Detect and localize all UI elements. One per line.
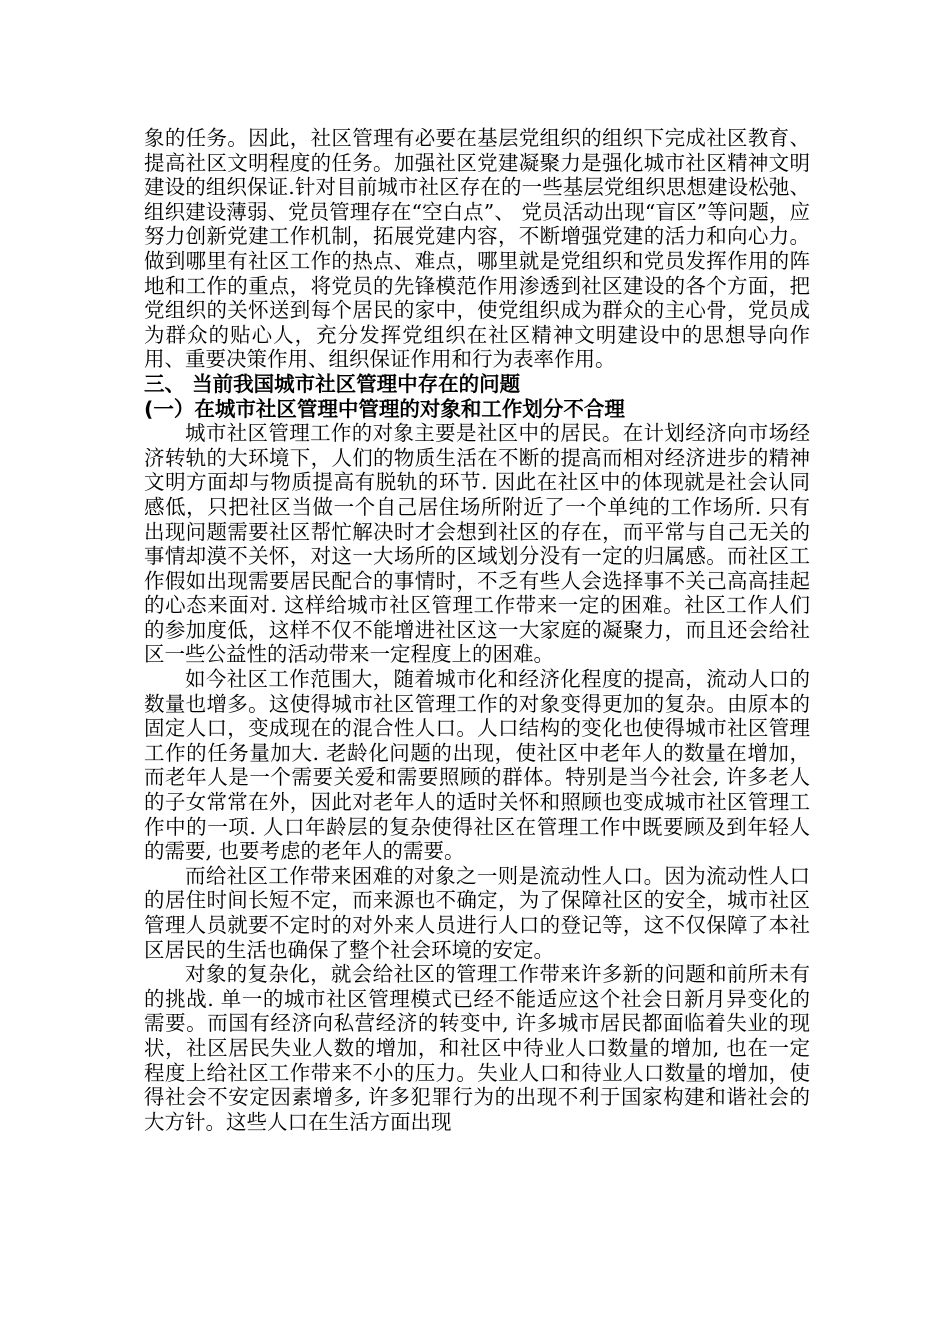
paragraph-floating-population: 如今社区工作范围大，随着城市化和经济化程度的提高，流动人口的数量也增多。这使得城市社区管理工作的对象变得更加的复杂。由原本的固定人口，变成现在的混合性人口。人口结构的变化也使得城市社区管理工作的任务量加大. 老龄化问题的出现，使社区中老年人的数量在增加，而老年人是一个需要关爱和需要照顾的群体。特别是当今社会, 许多老人的子女常常在外，因此对老年人的适时关怀和照顾也变成城市社区管理工作中的一项. 人口年龄层的复杂使得社区在管理工作中既要顾及到年轻人的需要, 也要考虑的老年人的需要。 [144, 667, 810, 864]
paragraph-mobility: 而给社区工作带来困难的对象之一则是流动性人口。因为流动性人口的居住时间长短不定，而来源也不确定，为了保障社区的安全，城市社区管理人员就要不定时的对外来人员进行人口的登记等，这不仅保障了本社区居民的生活也确保了整个社会环境的安定。 [144, 863, 810, 962]
paragraph-party-building: 象的任务。因此，社区管理有必要在基层党组织的组织下完成社区教育、提高社区文明程度的任务。加强社区党建凝聚力是强化城市社区精神文明建设的组织保证.针对目前城市社区存在的一些基层党组织思想建设松弛、组织建设薄弱、党员管理存在“空白点”、 党员活动出现“盲区”等问题，应努力创新党建工作机制，拓展党建内容，不断增强党建的活力和向心力。做到哪里有社区工作的热点、难点，哪里就是党组织和党员发挥作用的阵地和工作的重点，将党员的先锋模范作用渗透到社区建设的各个方面，把党组织的关怀送到每个居民的家中，使党组织成为群众的主心骨，党员成为群众的贴心人，充分发挥党组织在社区精神文明建设中的思想导向作用、重要决策作用、组织保证作用和行为表率作用。 [144, 126, 810, 372]
paragraph-residents: 城市社区管理工作的对象主要是社区中的居民。在计划经济向市场经济转轨的大环境下，人们的物质生活在不断的提高而相对经济进步的精神文明方面却与物质提高有脱轨的环节. 因此在社区中的体现就是社会认同感低，只把社区当做一个自己居住场所附近了一个单纯的工作场所. 只有出现问题需要社区帮忙解决时才会想到社区的存在，而平常与自己无关的事情却漠不关怀，对这一大场所的区域划分没有一定的归属感。而社区工作假如出现需要居民配合的事情时，不乏有些人会选择事不关己高高挂起的心态来面对. 这样给城市社区管理工作带来一定的困难。社区工作人们的参加度低，这样不仅不能增进社区这一大家庭的凝聚力，而且还会给社区一些公益性的活动带来一定程度上的困难。 [144, 421, 810, 667]
section-heading: 三、 当前我国城市社区管理中存在的问题 [144, 371, 521, 396]
paragraph-complexity: 对象的复杂化，就会给社区的管理工作带来许多新的问题和前所未有的挑战. 单一的城市社区管理模式已经不能适应这个社会日新月异变化的需要。而国有经济向私营经济的转变中, 许多城市居民都面临着失业的现状，社区居民失业人数的增加，和社区中待业人口数量的增加, 也在一定程度上给社区工作带来不小的压力。失业人口和待业人口数量的增加，使得社会不安定因素增多, 许多犯罪行为的出现不利于国家构建和谐社会的大方针。这些人口在生活方面出现 [144, 962, 810, 1134]
document-page [144, 126, 810, 1134]
subsection-heading: (一）在城市社区管理中管理的对象和工作划分不合理 [144, 396, 625, 421]
